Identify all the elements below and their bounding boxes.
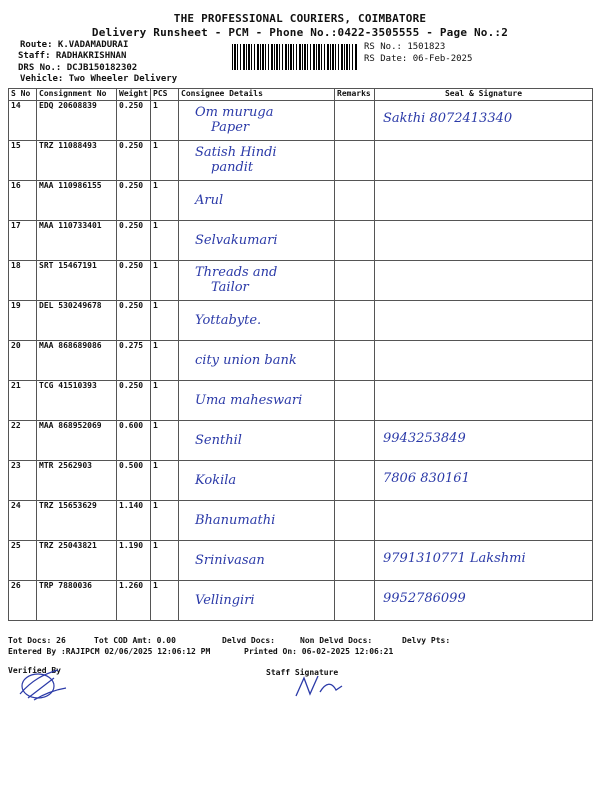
row-consignment-no: EDQ 20608839 [37,101,117,141]
vehicle: Vehicle: Two Wheeler Delivery [20,74,178,84]
consignee-name-line2: Paper [211,120,250,135]
col-seal-signature: Seal & Signature [375,89,593,101]
row-pcs: 1 [151,221,179,261]
row-consignment-no: TRP 7880036 [37,581,117,621]
table-row [9,181,593,221]
col-weight: Weight [117,89,151,101]
row-seal-signature [375,421,593,461]
consignee-name: Vellingiri [195,593,255,608]
total-cod-amount: Tot COD Amt: 0.00 [94,636,176,645]
row-seal-signature [375,261,593,301]
row-consignee-details [179,341,335,381]
row-remarks [335,101,375,141]
col-consignee-details: Consignee Details [179,89,335,101]
row-pcs: 1 [151,461,179,501]
barcode [232,44,358,70]
rs-date: RS Date: 06-Feb-2025 [364,54,473,64]
row-pcs: 1 [151,381,179,421]
row-seal-signature [375,181,593,221]
consignee-name: Threads and [195,265,278,280]
row-seal-signature [375,581,593,621]
row-remarks [335,421,375,461]
table-row [9,341,593,381]
col-consignment-no: Consignment No [37,89,117,101]
row-consignee-details [179,261,335,301]
signature-text: 9952786099 [383,591,466,606]
row-seal-signature [375,341,593,381]
row-weight: 0.600 [117,421,151,461]
row-weight: 1.260 [117,581,151,621]
row-consignee-details [179,541,335,581]
consignee-name: Satish Hindi [195,145,277,160]
verifier-signature-mark [14,660,74,706]
consignee-name: city union bank [195,353,297,368]
row-weight: 0.250 [117,261,151,301]
row-consignee-details [179,381,335,421]
row-seal-signature [375,461,593,501]
consignee-name: Kokila [195,473,237,488]
delivered-docs: Delvd Docs: [222,636,275,645]
row-consignment-no: MAA 868689086 [37,341,117,381]
row-sno: 25 [9,541,37,581]
table-header-row [9,89,593,101]
row-consignee-details [179,421,335,461]
row-sno: 14 [9,101,37,141]
row-remarks [335,301,375,341]
row-pcs: 1 [151,541,179,581]
row-consignee-details [179,501,335,541]
row-consignment-no: MAA 110733401 [37,221,117,261]
table-row [9,301,593,341]
consignee-name: Yottabyte. [195,313,262,328]
row-consignment-no: MAA 868952069 [37,421,117,461]
consignee-name: Bhanumathi [195,513,276,528]
consignee-name: Om muruga [195,105,274,120]
row-remarks [335,541,375,581]
signature-text: 7806 830161 [383,471,470,486]
row-pcs: 1 [151,181,179,221]
printed-on: Printed On: 06-02-2025 12:06:21 [244,647,394,656]
table-row [9,381,593,421]
row-consignee-details [179,581,335,621]
row-remarks [335,501,375,541]
row-pcs: 1 [151,501,179,541]
row-weight: 0.250 [117,381,151,421]
drs-number: DRS No.: DCJB150182302 [18,63,138,73]
row-sno: 17 [9,221,37,261]
staff-signature-label: Staff Signature [266,668,339,677]
row-remarks [335,381,375,421]
row-seal-signature [375,141,593,181]
row-weight: 0.275 [117,341,151,381]
row-remarks [335,181,375,221]
row-weight: 0.250 [117,101,151,141]
row-weight: 0.250 [117,181,151,221]
col-pcs: PCS [151,89,179,101]
row-seal-signature [375,221,593,261]
row-seal-signature [375,101,593,141]
row-remarks [335,261,375,301]
table-row [9,501,593,541]
consignee-name-line2: pandit [211,160,254,175]
row-weight: 0.250 [117,221,151,261]
row-sno: 16 [9,181,37,221]
row-remarks [335,141,375,181]
table-row [9,261,593,301]
delivery-points: Delvy Pts: [402,636,451,645]
staff-signature-mark [292,672,352,702]
row-remarks [335,341,375,381]
row-consignment-no: TCG 41510393 [37,381,117,421]
consignee-name: Senthil [195,433,242,448]
signature-text: Sakthi 8072413340 [383,111,513,126]
row-sno: 19 [9,301,37,341]
col-sno: S No [9,89,37,101]
row-remarks [335,461,375,501]
staff: Staff: RADHAKRISHNAN [18,51,127,61]
rs-number: RS No.: 1501823 [364,42,446,52]
signature-text: 9943253849 [383,431,466,446]
row-pcs: 1 [151,141,179,181]
consignee-name: Selvakumari [195,233,278,248]
row-remarks [335,581,375,621]
row-weight: 0.250 [117,301,151,341]
table-row [9,101,593,141]
row-sno: 20 [9,341,37,381]
consignee-name: Arul [195,193,224,208]
total-docs: Tot Docs: 26 [8,636,66,645]
consignee-name-line2: Tailor [211,280,249,295]
row-weight: 1.140 [117,501,151,541]
row-consignment-no: TRZ 15653629 [37,501,117,541]
row-consignee-details [179,141,335,181]
table-row [9,581,593,621]
row-consignment-no: TRZ 25043821 [37,541,117,581]
table-row [9,541,593,581]
row-seal-signature [375,501,593,541]
row-consignment-no: DEL 530249678 [37,301,117,341]
consignee-name: Srinivasan [195,553,265,568]
company-name: THE PROFESSIONAL COURIERS, COIMBATORE [173,12,427,25]
row-weight: 0.500 [117,461,151,501]
row-sno: 26 [9,581,37,621]
row-consignee-details [179,101,335,141]
row-sno: 23 [9,461,37,501]
row-consignee-details [179,181,335,221]
row-sno: 22 [9,421,37,461]
entered-by: Entered By :RAJIPCM 02/06/2025 12:06:12 PM [8,647,211,656]
row-pcs: 1 [151,301,179,341]
row-consignment-no: MTR 2562903 [37,461,117,501]
row-sno: 24 [9,501,37,541]
row-consignee-details [179,221,335,261]
consignee-name: Uma maheswari [195,393,303,408]
row-sno: 18 [9,261,37,301]
row-sno: 15 [9,141,37,181]
runsheet-table [8,88,593,621]
runsheet-title: Delivery Runsheet - PCM - Phone No.:0422-3505555 - Page No.:2 [91,26,509,39]
row-pcs: 1 [151,341,179,381]
row-seal-signature [375,541,593,581]
row-pcs: 1 [151,261,179,301]
table-row [9,461,593,501]
verified-by-label: Verified By [8,666,61,675]
row-seal-signature [375,381,593,421]
row-weight: 0.250 [117,141,151,181]
row-consignee-details [179,461,335,501]
row-consignee-details [179,301,335,341]
table-row [9,421,593,461]
row-remarks [335,221,375,261]
route: Route: K.VADAMADURAI [20,40,129,50]
table-row [9,221,593,261]
row-consignment-no: SRT 15467191 [37,261,117,301]
row-consignment-no: TRZ 11088493 [37,141,117,181]
row-consignment-no: MAA 110986155 [37,181,117,221]
row-weight: 1.190 [117,541,151,581]
col-remarks: Remarks [335,89,375,101]
signature-text: 9791310771 Lakshmi [383,551,526,566]
table-row [9,141,593,181]
row-pcs: 1 [151,581,179,621]
row-pcs: 1 [151,101,179,141]
row-sno: 21 [9,381,37,421]
row-seal-signature [375,301,593,341]
non-delivered-docs: Non Delvd Docs: [300,636,373,645]
row-pcs: 1 [151,421,179,461]
